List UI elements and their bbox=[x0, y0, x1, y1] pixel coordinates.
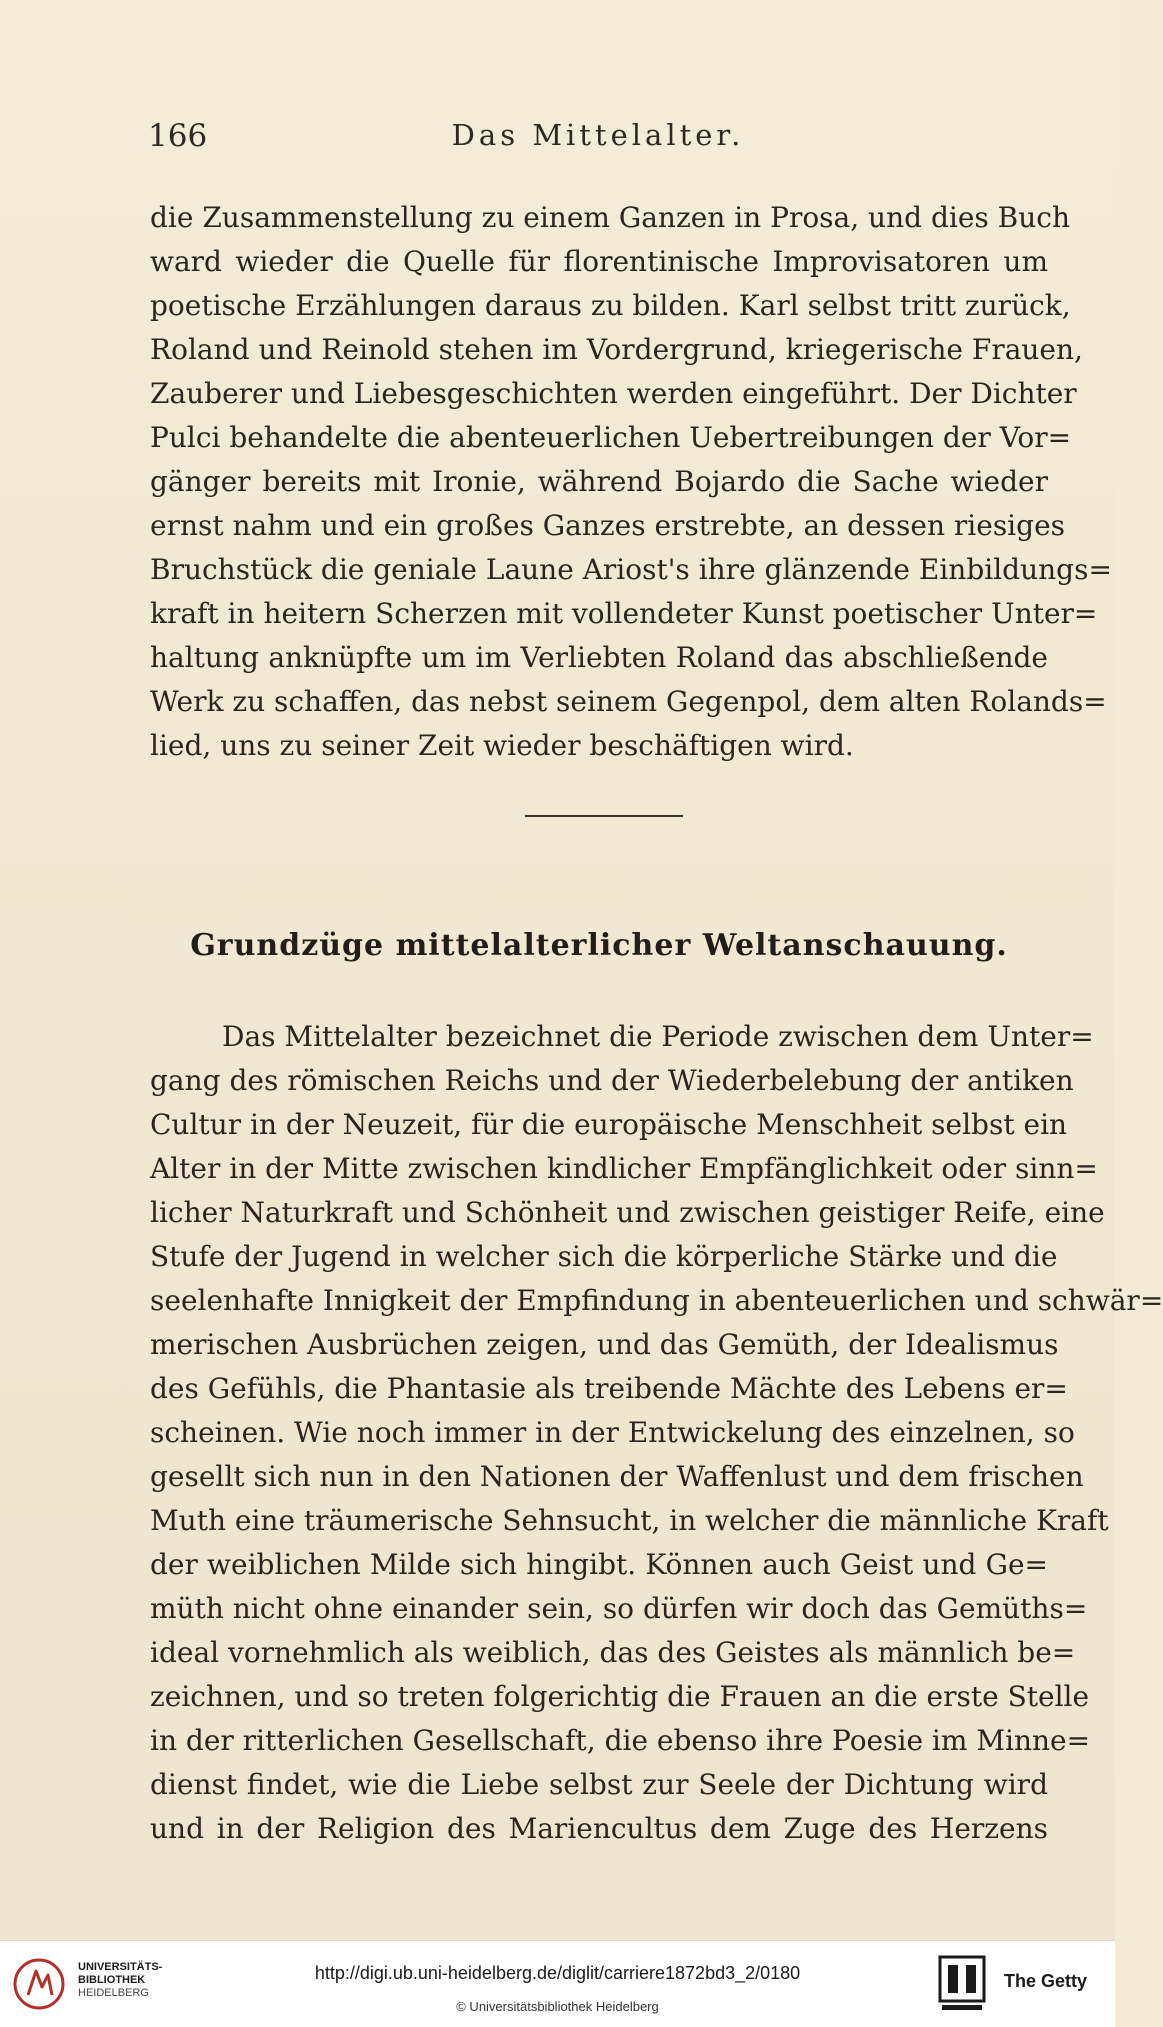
section-heading: Grundzüge mittelalterlicher Weltanschauung. bbox=[190, 928, 1008, 963]
text-line: müth nicht ohne einander sein, so dürfen wir doch das Gemüths= bbox=[150, 1592, 1088, 1625]
text-line: die Zusammenstellung zu einem Ganzen in Prosa, und dies Buch bbox=[150, 201, 1070, 234]
text-line: Alter in der Mitte zwischen kindlicher Empfänglichkeit oder sinn= bbox=[150, 1152, 1098, 1185]
copyright-notice: © Universitätsbibliothek Heidelberg bbox=[456, 1999, 659, 2014]
text-line: in der ritterlichen Gesellschaft, die ebenso ihre Poesie im Minne= bbox=[150, 1724, 1091, 1757]
text-line: seelenhafte Innigkeit der Empfindung in abenteuerlichen und schwär= bbox=[150, 1284, 1163, 1317]
text-line: ward wieder die Quelle für florentinische Improvisatoren um bbox=[150, 245, 1048, 278]
text-line: der weiblichen Milde sich hingibt. Können auch Geist und Ge= bbox=[150, 1548, 1048, 1581]
running-head bbox=[148, 112, 1048, 162]
text-line: Das Mittelalter bezeichnet die Periode zwischen dem Unter= bbox=[222, 1020, 1094, 1053]
library-name bbox=[78, 1961, 162, 2000]
library-name-line: HEIDELBERG bbox=[78, 1987, 149, 1999]
section-divider bbox=[525, 815, 683, 817]
page-number: 166 bbox=[148, 118, 208, 154]
text-line: ernst nahm und ein großes Ganzes erstrebte, an dessen riesiges bbox=[150, 509, 1066, 542]
running-title: Das Mittelalter. bbox=[451, 118, 745, 152]
text-line: zeichnen, und so treten folgerichtig die Frauen an die erste Stelle bbox=[150, 1680, 1090, 1713]
text-line: Roland und Reinold stehen im Vordergrund, kriegerische Frauen, bbox=[150, 333, 1083, 366]
permalink-url[interactable]: http://digi.ub.uni-heidelberg.de/diglit/carriere1872bd3_2/0180 bbox=[314, 1963, 801, 1983]
text-line: gesellt sich nun in den Nationen der Waffenlust und dem frischen bbox=[150, 1460, 1084, 1493]
text-line: lied, uns zu seiner Zeit wieder beschäftigen wird. bbox=[150, 729, 854, 762]
text-line: Bruchstück die geniale Laune Ariost's ihre glänzende Einbildungs= bbox=[150, 553, 1112, 586]
getty-logo-icon bbox=[938, 1955, 986, 2013]
getty-name: The Getty bbox=[1004, 1971, 1088, 1991]
text-line: licher Naturkraft und Schönheit und zwischen geistiger Reife, eine bbox=[150, 1196, 1105, 1229]
text-line: des Gefühls, die Phantasie als treibende Mächte des Lebens er= bbox=[150, 1372, 1068, 1405]
text-line: gänger bereits mit Ironie, während Bojardo die Sache wieder bbox=[150, 465, 1048, 498]
university-library-logo-icon bbox=[12, 1957, 70, 2011]
text-line: ideal vornehmlich als weiblich, das des Geistes als männlich be= bbox=[150, 1636, 1076, 1669]
text-line: gang des römischen Reichs und der Wiederbelebung der antiken bbox=[150, 1064, 1074, 1097]
text-line: haltung anknüpfte um im Verliebten Roland das abschließende bbox=[150, 641, 1048, 674]
text-line: Zauberer und Liebesgeschichten werden eingeführt. Der Dichter bbox=[150, 377, 1077, 410]
text-line: Stufe der Jugend in welcher sich die körperliche Stärke und die bbox=[150, 1240, 1058, 1273]
text-line: scheinen. Wie noch immer in der Entwickelung des einzelnen, so bbox=[150, 1416, 1075, 1449]
footer-bar bbox=[0, 1940, 1115, 2027]
text-line: merischen Ausbrüchen zeigen, und das Gemüth, der Idealismus bbox=[150, 1328, 1059, 1361]
text-line: kraft in heitern Scherzen mit vollendeter Kunst poetischer Unter= bbox=[150, 597, 1098, 630]
text-line: Muth eine träumerische Sehnsucht, in welcher die männliche Kraft bbox=[150, 1504, 1109, 1537]
paragraph-continuation bbox=[150, 196, 1112, 768]
library-name-line: BIBLIOTHEK bbox=[78, 1974, 146, 1986]
text-line: und in der Religion des Mariencultus dem Zuge des Herzens bbox=[150, 1812, 1048, 1845]
text-line: dienst findet, wie die Liebe selbst zur Seele der Dichtung wird bbox=[150, 1768, 1048, 1801]
text-line: Pulci behandelte die abenteuerlichen Uebertreibungen der Vor= bbox=[150, 421, 1072, 454]
paragraph-main bbox=[150, 1015, 1163, 1851]
text-line: poetische Erzählungen daraus zu bilden. Karl selbst tritt zurück, bbox=[150, 289, 1071, 322]
text-line: Werk zu schaffen, das nebst seinem Gegenpol, dem alten Rolands= bbox=[150, 685, 1107, 718]
library-name-line: UNIVERSITÄTS- bbox=[78, 1961, 163, 1973]
text-line: Cultur in der Neuzeit, für die europäische Menschheit selbst ein bbox=[150, 1108, 1068, 1141]
